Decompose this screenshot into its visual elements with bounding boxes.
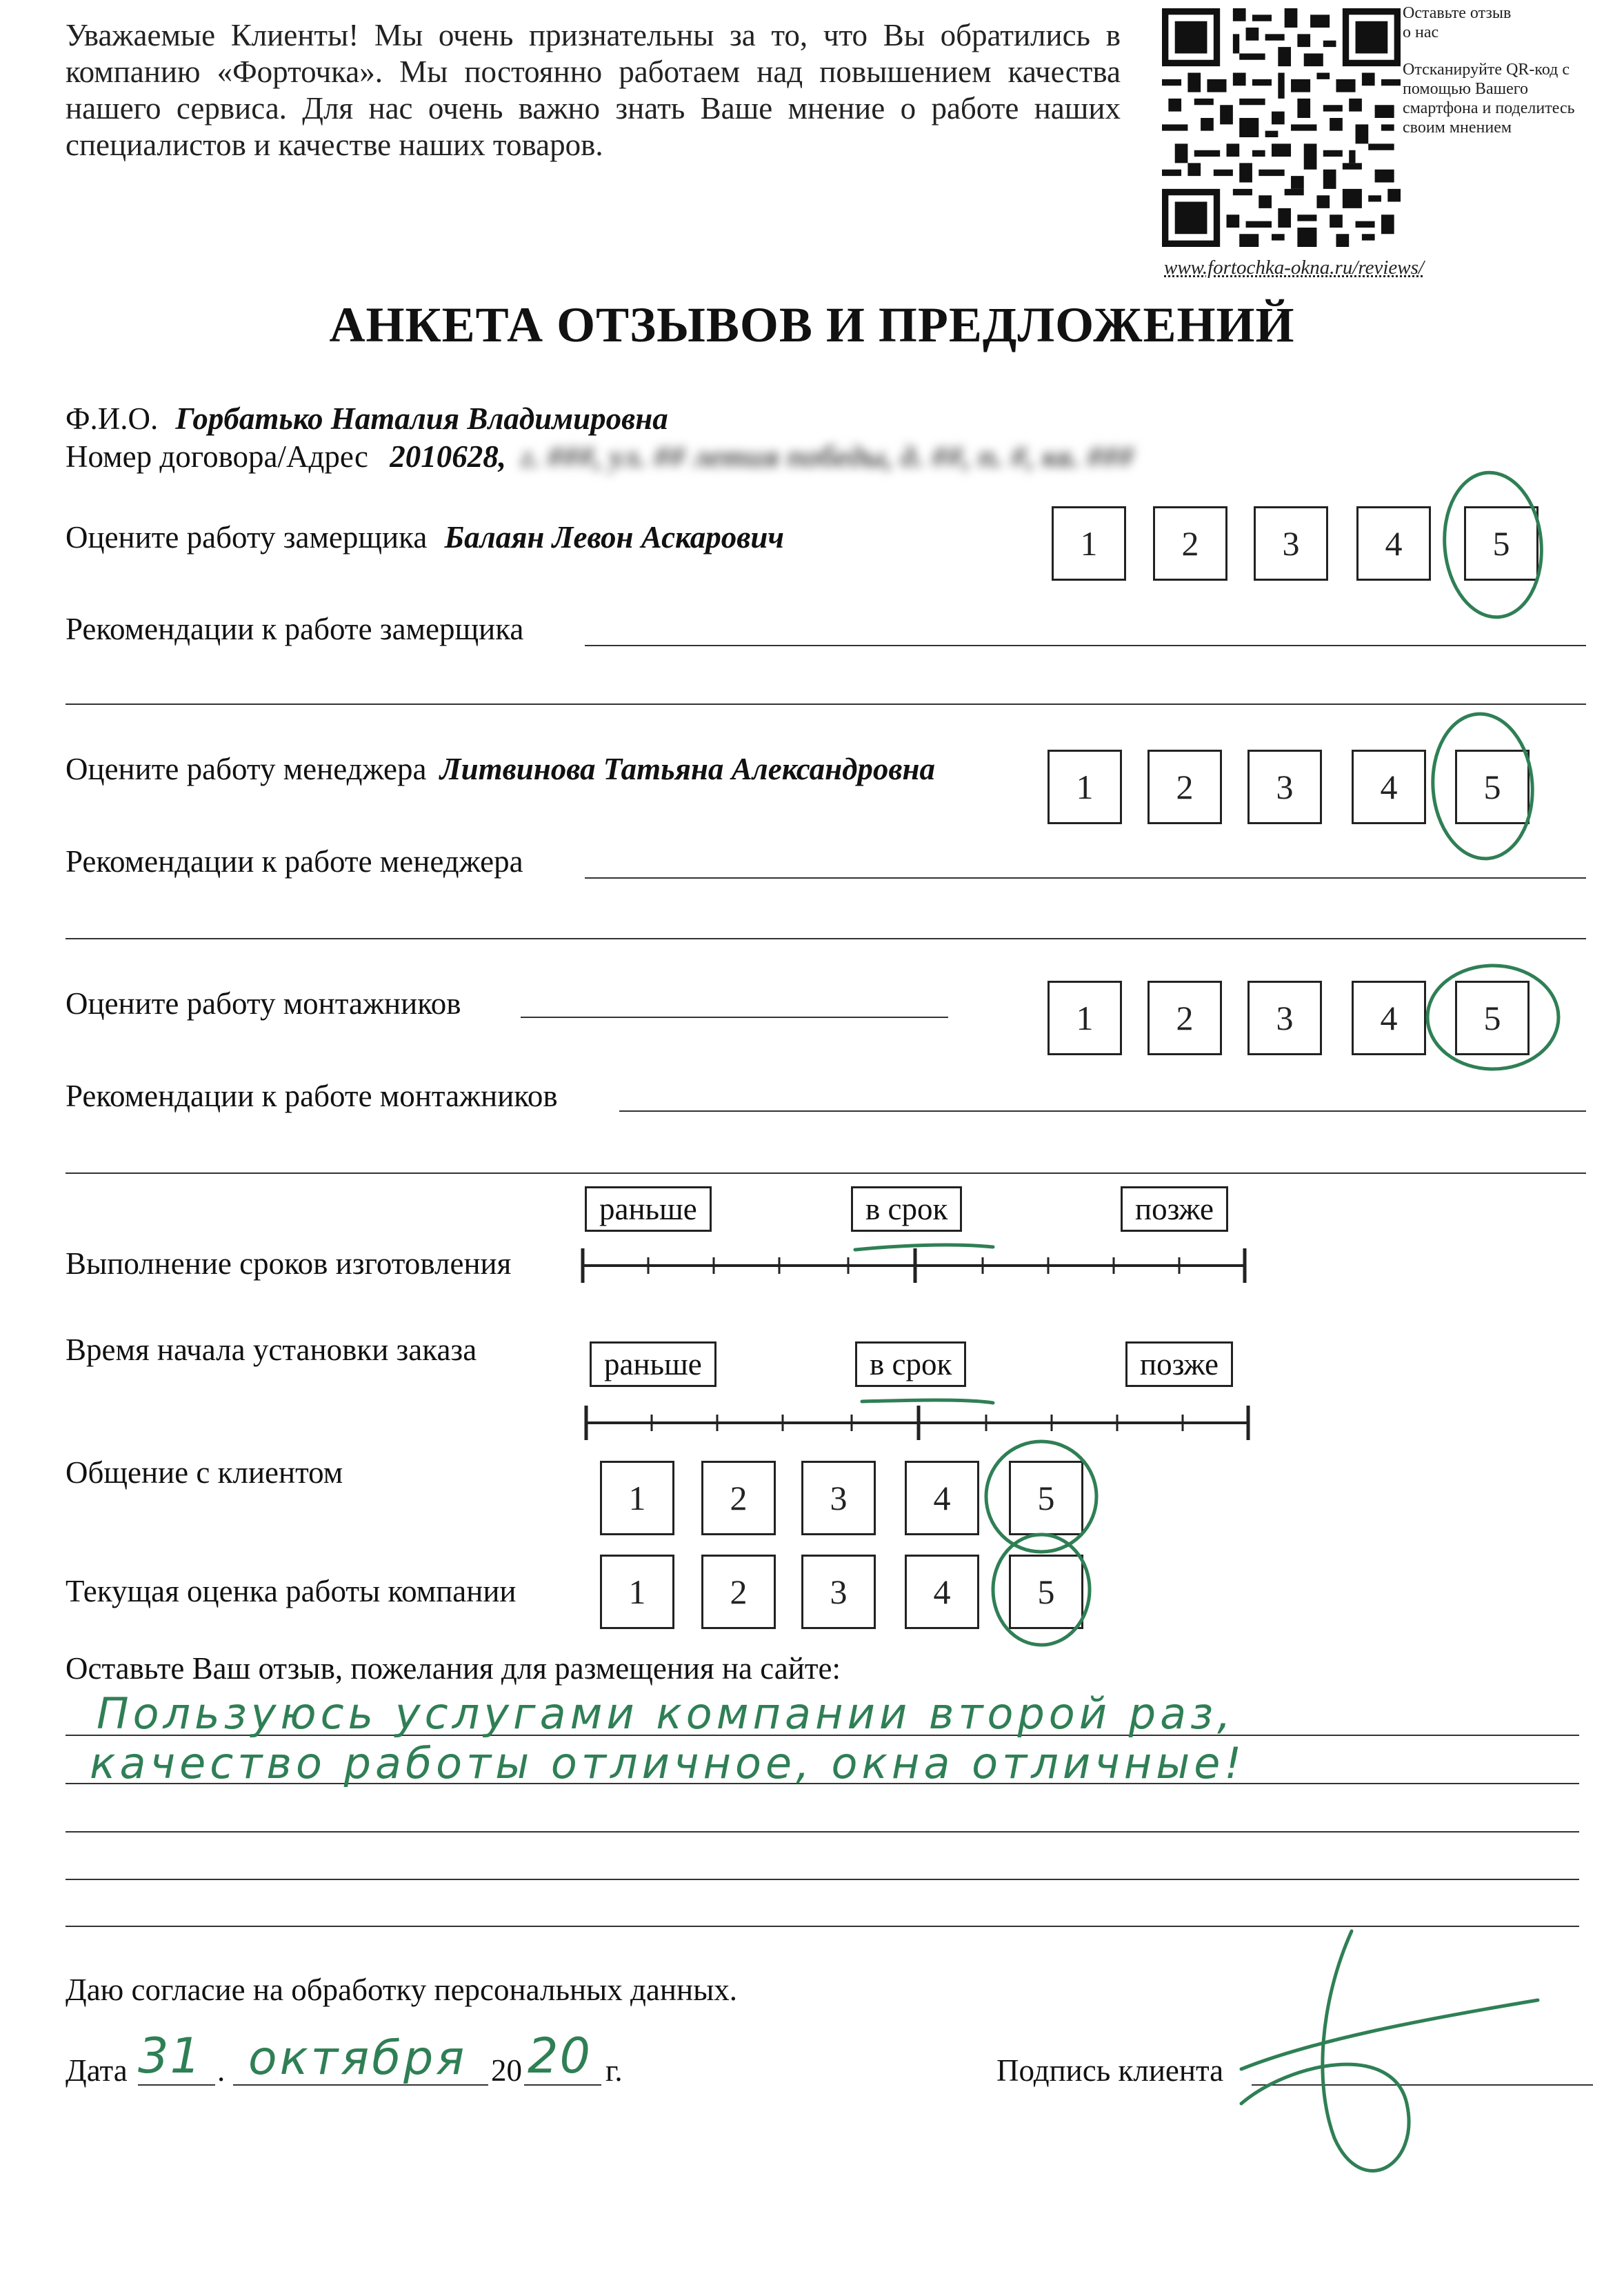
production-earlier-label[interactable]: раньше bbox=[585, 1186, 712, 1232]
address-redacted: г. ###, ул. ## летия победы, д. ##, п. #, кв. ### bbox=[521, 439, 1134, 474]
communication-score-2[interactable]: 2 bbox=[701, 1461, 776, 1535]
intro-paragraph: Уважаемые Клиенты! Мы очень признательны за то, что Вы обратились в компанию «Форточка». Мы постоянно работаем над повышением качества нашего сервиса. Для нас очень важно знать Ваше мнение о работе наших специалистов и качестве наших товаров. bbox=[66, 18, 1121, 162]
measurer-score-1[interactable]: 1 bbox=[1052, 506, 1126, 581]
measurer-score-5[interactable]: 5 bbox=[1464, 506, 1538, 581]
measurer-recs-label: Рекомендации к работе замерщика bbox=[66, 612, 524, 646]
measurer-recs-line-1[interactable] bbox=[585, 645, 1586, 646]
signature-line[interactable] bbox=[1252, 2084, 1593, 2086]
manager-score-3[interactable]: 3 bbox=[1247, 750, 1322, 824]
communication-score-5[interactable]: 5 bbox=[1009, 1461, 1083, 1535]
signature-label: Подпись клиента bbox=[996, 2053, 1224, 2088]
installers-recs-line-1[interactable] bbox=[619, 1110, 1586, 1112]
production-scale[interactable] bbox=[579, 1241, 1255, 1290]
measurer-recs-line-2[interactable] bbox=[66, 703, 1586, 705]
signature-mark bbox=[1241, 1931, 1538, 2170]
manager-name: Литвинова Татьяна Александровна bbox=[439, 752, 936, 786]
contract-label: Номер договора/Адрес bbox=[66, 439, 368, 474]
production-label: Выполнение сроков изготовления bbox=[66, 1246, 512, 1281]
company-score-5[interactable]: 5 bbox=[1009, 1555, 1083, 1629]
communication-label: Общение с клиентом bbox=[66, 1455, 343, 1490]
installers-recs-label: Рекомендации к работе монтажников bbox=[66, 1079, 558, 1113]
date-suffix: г. bbox=[605, 2053, 623, 2088]
install-ontime-label[interactable]: в срок bbox=[855, 1341, 966, 1387]
install-label: Время начала установки заказа bbox=[66, 1332, 477, 1367]
company-score-4[interactable]: 4 bbox=[905, 1555, 979, 1629]
production-ontime-label[interactable]: в срок bbox=[851, 1186, 962, 1232]
consent-text: Даю согласие на обработку персональных данных. bbox=[66, 1973, 738, 2007]
date-day-handwritten: 31 bbox=[138, 2028, 203, 2084]
form-title: АНКЕТА ОТЗЫВОВ И ПРЕДЛОЖЕНИЙ bbox=[329, 297, 1295, 352]
manager-recs-label: Рекомендации к работе менеджера bbox=[66, 844, 523, 879]
date-year-prefix: 20 bbox=[491, 2053, 522, 2088]
date-label: Дата bbox=[66, 2053, 128, 2088]
manager-score-1[interactable]: 1 bbox=[1047, 750, 1122, 824]
fio-value: Горбатько Наталия Владимировна bbox=[175, 401, 668, 436]
review-label: Оставьте Ваш отзыв, пожелания для размещения на сайте: bbox=[66, 1651, 841, 1686]
fio-label: Ф.И.О. bbox=[66, 401, 159, 436]
manager-score-4[interactable]: 4 bbox=[1352, 750, 1426, 824]
manager-recs-line-1[interactable] bbox=[585, 877, 1586, 879]
qr-caption bbox=[1403, 3, 1610, 137]
measurer-name: Балаян Левон Аскарович bbox=[444, 520, 784, 555]
communication-score-1[interactable]: 1 bbox=[600, 1461, 674, 1535]
qr-url-link[interactable]: www.fortochka-okna.ru/reviews/ bbox=[1164, 257, 1424, 279]
communication-score-3[interactable]: 3 bbox=[801, 1461, 876, 1535]
measurer-label: Оцените работу замерщика bbox=[66, 520, 428, 555]
company-score-2[interactable]: 2 bbox=[701, 1555, 776, 1629]
installers-name-line[interactable] bbox=[521, 1017, 948, 1018]
company-label: Текущая оценка работы компании bbox=[66, 1574, 517, 1608]
date-day-line[interactable] bbox=[138, 2084, 215, 2086]
company-score-1[interactable]: 1 bbox=[600, 1555, 674, 1629]
manager-row bbox=[66, 750, 935, 788]
review-line-3[interactable] bbox=[66, 1831, 1579, 1833]
manager-label: Оцените работу менеджера bbox=[66, 752, 427, 786]
installers-score-1[interactable]: 1 bbox=[1047, 981, 1122, 1055]
date-dot: . bbox=[217, 2053, 225, 2088]
company-score-3[interactable]: 3 bbox=[801, 1555, 876, 1629]
review-line-5[interactable] bbox=[66, 1926, 1579, 1927]
date-month-handwritten: октября bbox=[248, 2031, 468, 2086]
contract-value: 2010628, bbox=[390, 439, 506, 474]
qr-code-icon[interactable] bbox=[1162, 8, 1401, 247]
measurer-score-4[interactable]: 4 bbox=[1356, 506, 1431, 581]
manager-score-2[interactable]: 2 bbox=[1147, 750, 1222, 824]
production-later-label[interactable]: позже bbox=[1121, 1186, 1228, 1232]
date-year-handwritten: 20 bbox=[528, 2028, 592, 2084]
installers-score-3[interactable]: 3 bbox=[1247, 981, 1322, 1055]
qr-title-line1: Оставьте отзыв bbox=[1403, 4, 1512, 22]
contract-row bbox=[66, 438, 1134, 475]
date-year-line[interactable] bbox=[524, 2084, 601, 2086]
qr-hint: Отсканируйте QR-код с помощью Вашего смартфона и поделитесь своим мнением bbox=[1403, 61, 1575, 137]
review-line-4[interactable] bbox=[66, 1879, 1579, 1880]
installers-score-5[interactable]: 5 bbox=[1455, 981, 1530, 1055]
review-handwritten-line-1: Пользуюсь услугами компании второй раз, bbox=[97, 1688, 1235, 1739]
installers-score-2[interactable]: 2 bbox=[1147, 981, 1222, 1055]
installers-label: Оцените работу монтажников bbox=[66, 986, 461, 1021]
fio-row bbox=[66, 400, 668, 437]
review-handwritten-line-2: качество работы отличное, окна отличные! bbox=[90, 1738, 1246, 1788]
manager-recs-line-2[interactable] bbox=[66, 938, 1586, 939]
installers-score-4[interactable]: 4 bbox=[1352, 981, 1426, 1055]
communication-score-4[interactable]: 4 bbox=[905, 1461, 979, 1535]
installers-recs-line-2[interactable] bbox=[66, 1172, 1586, 1174]
install-scale[interactable] bbox=[583, 1399, 1259, 1447]
measurer-row bbox=[66, 519, 784, 556]
install-later-label[interactable]: позже bbox=[1125, 1341, 1233, 1387]
qr-title-line2: о нас bbox=[1403, 23, 1439, 41]
install-earlier-label[interactable]: раньше bbox=[590, 1341, 716, 1387]
measurer-score-2[interactable]: 2 bbox=[1153, 506, 1227, 581]
measurer-score-3[interactable]: 3 bbox=[1254, 506, 1328, 581]
manager-score-5[interactable]: 5 bbox=[1455, 750, 1530, 824]
